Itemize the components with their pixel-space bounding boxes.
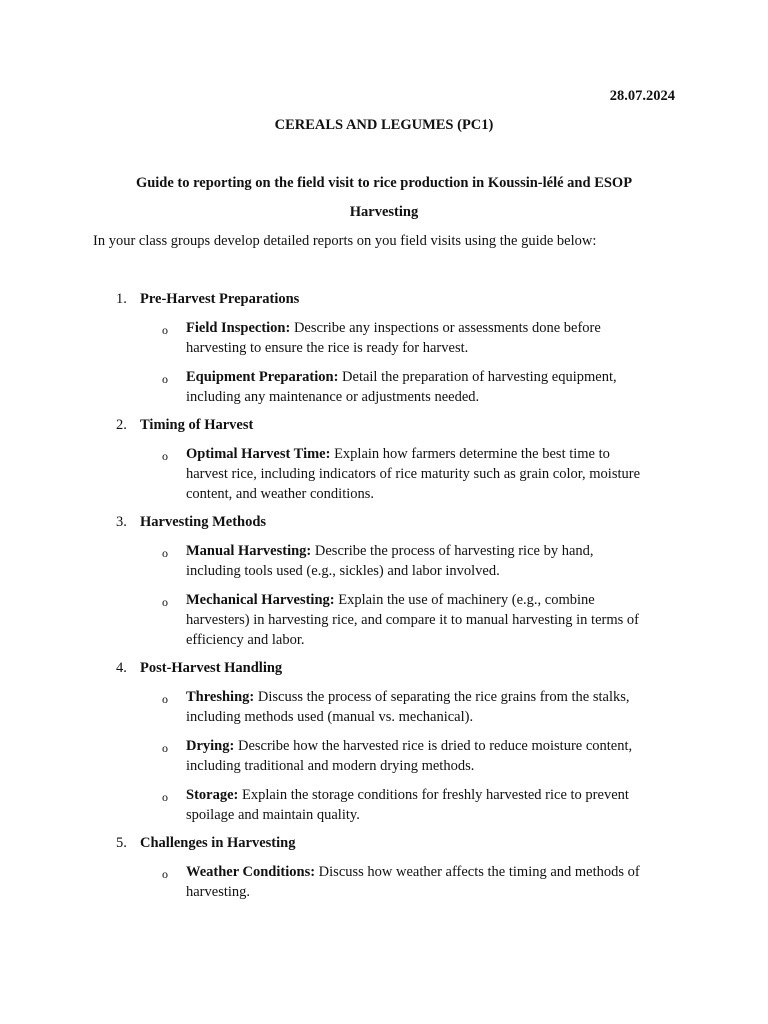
section-number: 2. — [116, 417, 127, 433]
item-lead: Field Inspection: — [186, 320, 291, 336]
item-text-line1: Discuss the process of separating the rice grains from the stalks, — [254, 689, 630, 705]
item-text-line1: Describe the process of harvesting rice by hand, — [311, 543, 594, 559]
item-text-line1: Describe how the harvested rice is dried to reduce moisture content, — [234, 738, 633, 754]
item-text-line2: including any maintenance or adjustments needed. — [186, 389, 480, 405]
bullet-icon: o — [162, 741, 168, 755]
item-text-line1: Describe any inspections or assessments done before — [290, 320, 601, 336]
section-title: Pre-Harvest Preparations — [140, 291, 300, 307]
section-number: 4. — [116, 660, 127, 676]
list-item — [186, 541, 686, 581]
bullet-icon: o — [162, 867, 168, 881]
item-text-line2: harvesting. — [186, 884, 251, 900]
list-item — [186, 687, 686, 727]
item-lead: Weather Conditions: — [186, 864, 316, 880]
bullet-icon: o — [162, 692, 168, 706]
item-text-line2: including tools used (e.g., sickles) and labor involved. — [186, 563, 500, 579]
item-text-line1: Discuss how weather affects the timing and methods of — [315, 864, 640, 880]
bullet-icon: o — [162, 790, 168, 804]
item-text-line2: spoilage and maintain quality. — [186, 807, 360, 823]
list-item — [186, 736, 686, 776]
item-text-line1: Explain the storage conditions for freshly harvested rice to prevent — [238, 787, 629, 803]
list-item — [186, 862, 686, 902]
item-text-line1: Detail the preparation of harvesting equipment, — [338, 369, 617, 385]
list-item — [186, 785, 686, 825]
bullet-icon: o — [162, 546, 168, 560]
item-text-line2: harvesters) in harvesting rice, and compare it to manual harvesting in terms of — [186, 612, 639, 628]
item-text-line2: harvesting to ensure the rice is ready for harvest. — [186, 340, 469, 356]
list-item — [186, 367, 686, 407]
bullet-icon: o — [162, 595, 168, 609]
topic-heading: Harvesting — [349, 204, 419, 220]
item-text-line2: including traditional and modern drying methods. — [186, 758, 475, 774]
list-item — [186, 590, 686, 650]
bullet-icon: o — [162, 323, 168, 337]
item-text-line2: including methods used (manual vs. mechanical). — [186, 709, 474, 725]
bullet-icon: o — [162, 372, 168, 386]
item-text-line1: Explain how farmers determine the best time to — [330, 446, 610, 462]
item-lead: Mechanical Harvesting: — [186, 592, 335, 608]
bullet-icon: o — [162, 449, 168, 463]
guide-title: Guide to reporting on the field visit to rice production in Koussin-lélé and ESOP — [135, 175, 633, 191]
list-item — [186, 444, 686, 504]
item-lead: Manual Harvesting: — [186, 543, 312, 559]
item-lead: Storage: — [186, 787, 239, 803]
item-text-line1: Explain the use of machinery (e.g., combine — [334, 592, 595, 608]
item-lead: Optimal Harvest Time: — [186, 446, 331, 462]
item-text-line3: content, and weather conditions. — [186, 486, 375, 502]
item-lead: Drying: — [186, 738, 235, 754]
item-lead: Threshing: — [186, 689, 255, 705]
section-title: Harvesting Methods — [140, 514, 267, 530]
section-number: 1. — [116, 291, 127, 307]
section-title: Challenges in Harvesting — [140, 835, 296, 851]
document-date: 28.07.2024 — [609, 88, 675, 104]
section-number: 3. — [116, 514, 127, 530]
list-item — [186, 318, 686, 358]
section-title: Timing of Harvest — [140, 417, 254, 433]
item-lead: Equipment Preparation: — [186, 369, 339, 385]
section-number: 5. — [116, 835, 127, 851]
intro-text: In your class groups develop detailed reports on you field visits using the guide below: — [93, 233, 597, 249]
section-title: Post-Harvest Handling — [140, 660, 283, 676]
item-text-line2: harvest rice, including indicators of rice maturity such as grain color, moisture — [186, 466, 641, 482]
course-title: CEREALS AND LEGUMES (PC1) — [274, 117, 494, 133]
item-text-line3: efficiency and labor. — [186, 632, 305, 648]
